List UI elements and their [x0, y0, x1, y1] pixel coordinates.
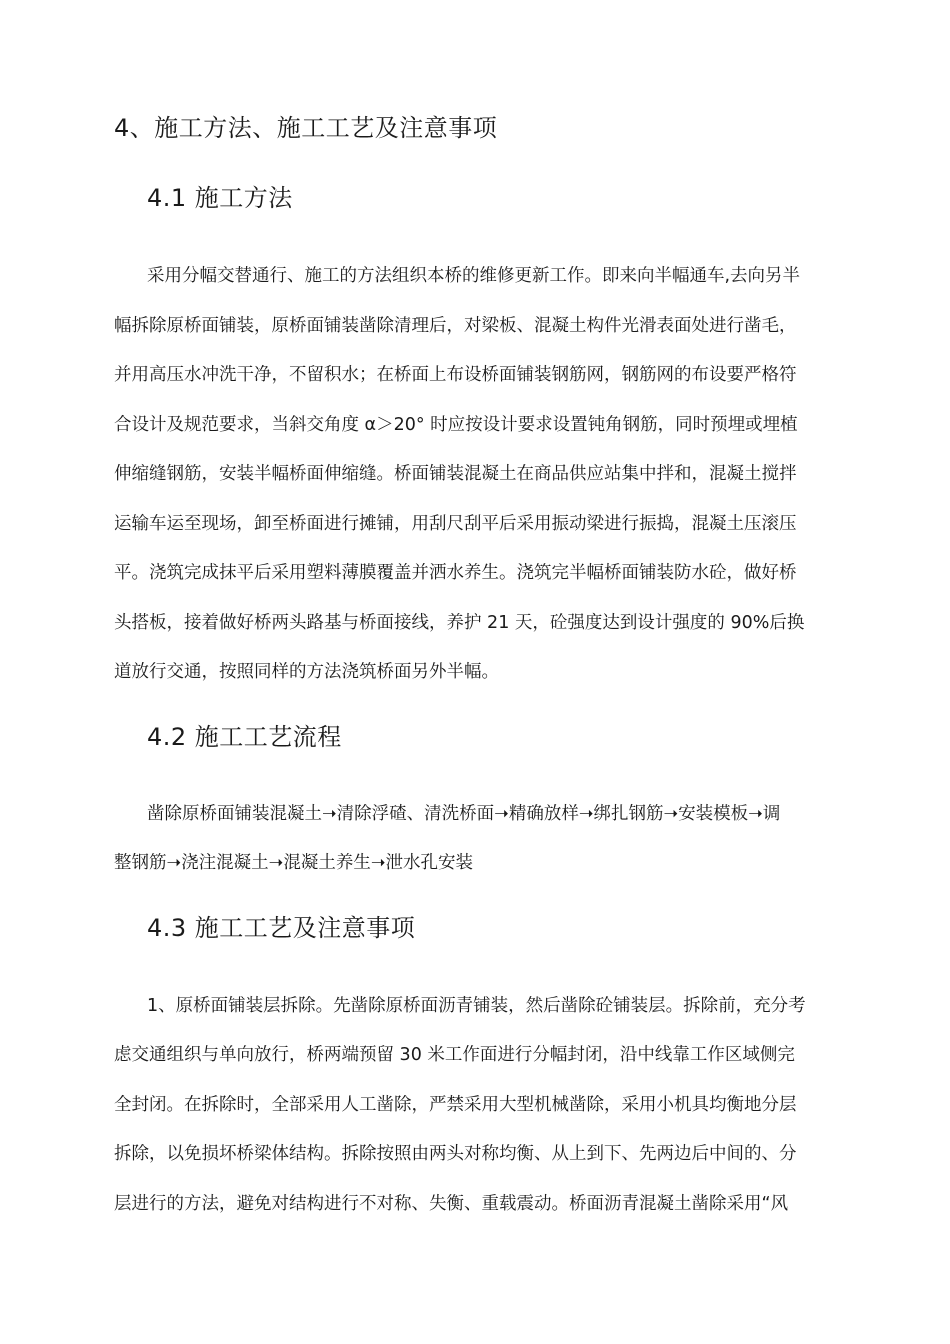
paragraph-line: 伸缩缝钢筋，安装半幅桥面伸缩缝。桥面铺装混凝土在商品供应站集中拌和，混凝土搅拌 — [114, 464, 797, 484]
paragraph-line: 采用分幅交替通行、施工的方法组织本桥的维修更新工作。即来向半幅通车,去向另半 — [147, 266, 801, 286]
paragraph-line: 拆除，以免损坏桥梁体结构。拆除按照由两头对称均衡、从上到下、先两边后中间的、分 — [114, 1144, 797, 1164]
section-title: 4、施工方法、施工工艺及注意事项 — [114, 114, 498, 142]
paragraph-line: 合设计及规范要求，当斜交角度 α＞20° 时应按设计要求设置钝角钢筋，同时预埋或埋植 — [114, 415, 798, 435]
paragraph-line: 全封闭。在拆除时，全部采用人工凿除，严禁采用大型机械凿除，采用小机具均衡地分层 — [114, 1095, 797, 1115]
paragraph-line: 层进行的方法，避免对结构进行不对称、失衡、重载震动。桥面沥青混凝土凿除采用“风 — [114, 1194, 789, 1214]
paragraph-line: 整钢筋➝浇注混凝土➝混凝土养生➝泄水孔安装 — [114, 853, 473, 873]
heading-process-notes: 4.3 施工工艺及注意事项 — [147, 914, 416, 942]
paragraph-line: 1、原桥面铺装层拆除。先凿除原桥面沥青铺装，然后凿除砼铺装层。拆除前，充分考 — [147, 996, 806, 1016]
paragraph-line: 道放行交通，按照同样的方法浇筑桥面另外半幅。 — [114, 662, 499, 682]
heading-construction-method: 4.1 施工方法 — [147, 184, 293, 212]
paragraph-line: 头搭板，接着做好桥两头路基与桥面接线，养护 21 天，砼强度达到设计强度的 90%后换 — [114, 613, 805, 633]
paragraph-line: 幅拆除原桥面铺装，原桥面铺装凿除清理后，对梁板、混凝土构件光滑表面处进行凿毛， — [114, 316, 797, 336]
paragraph-line: 并用高压水冲洗干净，不留积水；在桥面上布设桥面铺装钢筋网，钢筋网的布设要严格符 — [114, 365, 797, 385]
paragraph-line: 凿除原桥面铺装混凝土➝清除浮碴、清洗桥面➝精确放样➝绑扎钢筋➝安装模板➝调 — [147, 804, 781, 824]
paragraph-line: 虑交通组织与单向放行，桥两端预留 30 米工作面进行分幅封闭，沿中线靠工作区域侧完 — [114, 1045, 795, 1065]
paragraph-line: 平。浇筑完成抹平后采用塑料薄膜覆盖并洒水养生。浇筑完半幅桥面铺装防水砼，做好桥 — [114, 563, 797, 583]
paragraph-line: 运输车运至现场，卸至桥面进行摊铺，用刮尺刮平后采用振动梁进行振捣，混凝土压滚压 — [114, 514, 797, 534]
heading-process-flow: 4.2 施工工艺流程 — [147, 723, 342, 751]
